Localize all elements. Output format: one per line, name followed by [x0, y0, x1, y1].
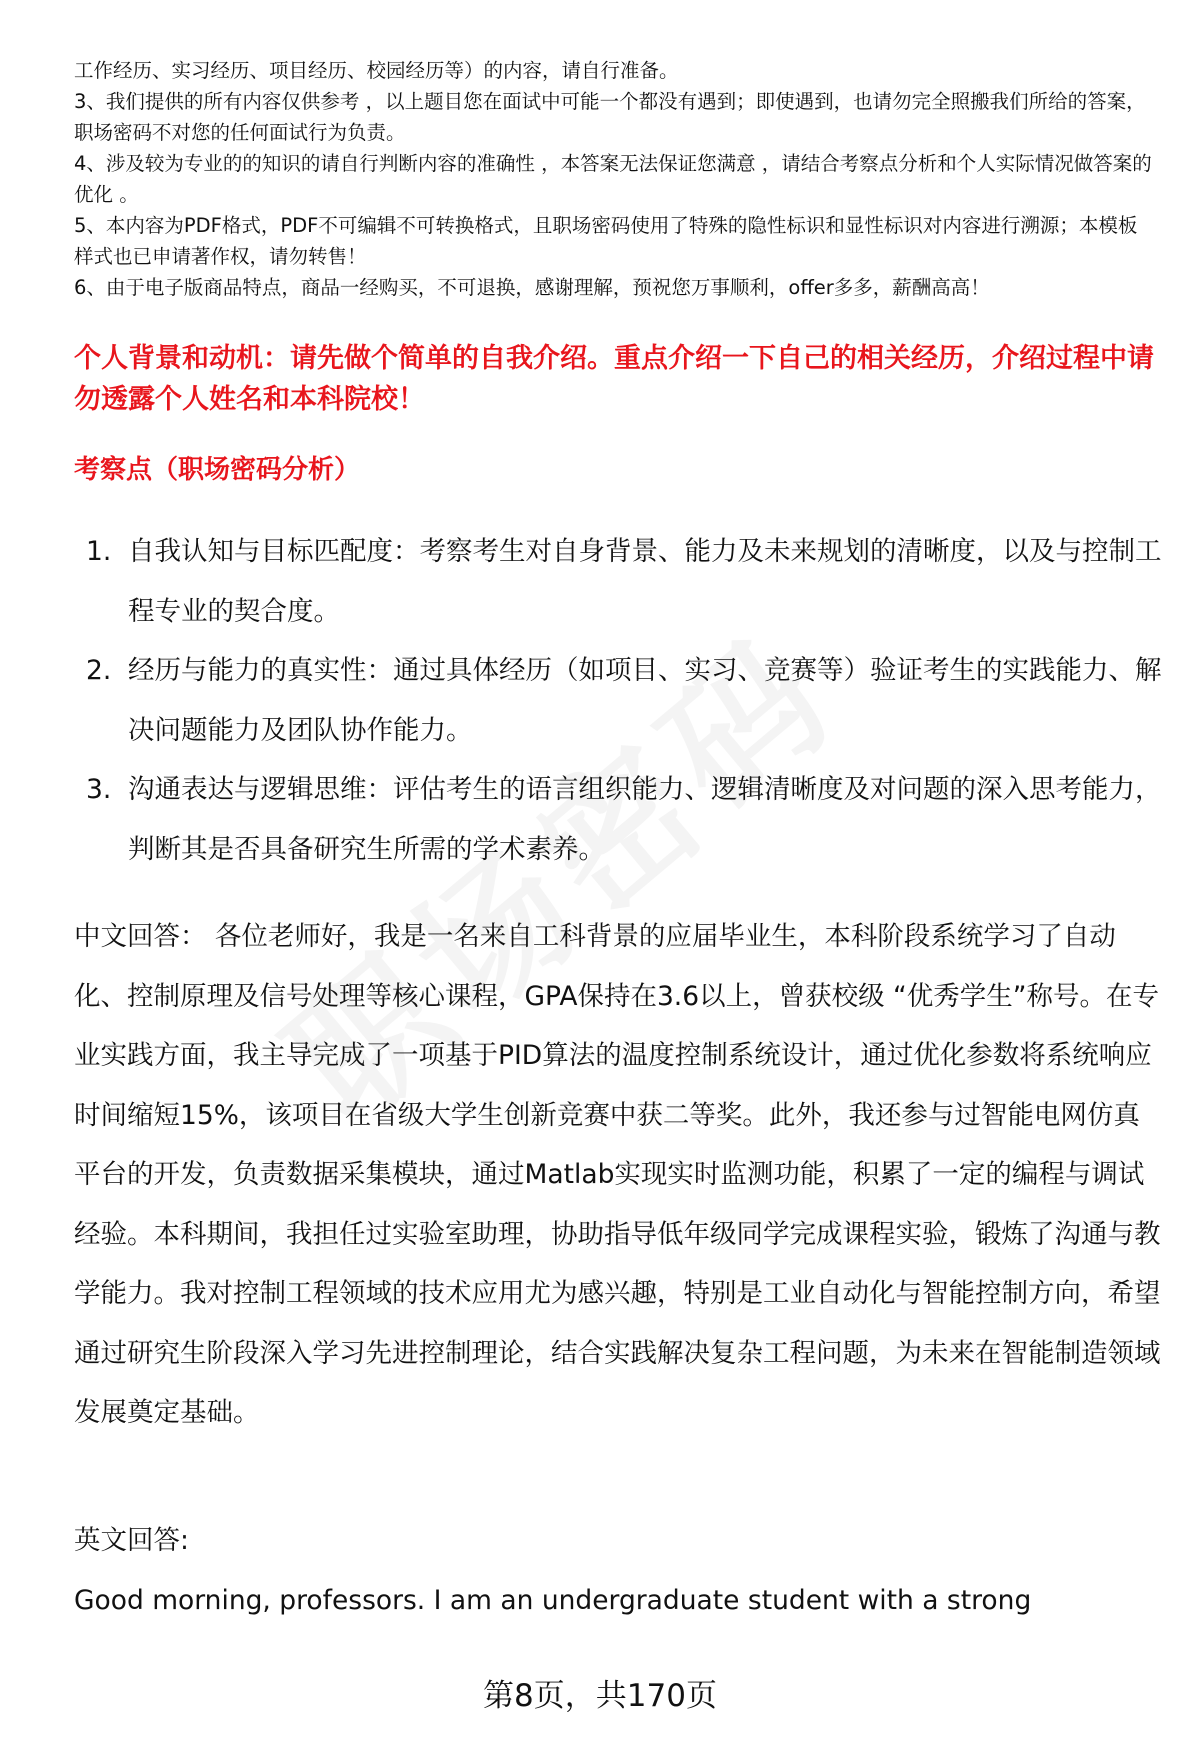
note-line: 工作经历、实习经历、项目经历、校园经历等）的内容，请自行准备。: [74, 59, 679, 82]
question-title: 个人背景和动机：请先做个简单的自我介绍。重点介绍一下自己的相关经历，介绍过程中请勿透露个人姓名和本科院校！: [74, 343, 1154, 415]
note-line: 6、由于电子版商品特点，商品一经购买，不可退换，感谢理解，预祝您万事顺利，offer多多，薪酬高高！: [74, 276, 990, 299]
point-text: 自我认知与目标匹配度：考察考生对自身背景、能力及未来规划的清晰度，以及与控制工程专业的契合度。: [128, 536, 1162, 627]
point-text: 沟通表达与逻辑思维：评估考生的语言组织能力、逻辑清晰度及对问题的深入思考能力，判断其是否具备研究生所需的学术素养。: [128, 774, 1162, 865]
point-text: 经历与能力的真实性：通过具体经历（如项目、实习、竞赛等）验证考生的实践能力、解决问题能力及团队协作能力。: [128, 655, 1162, 746]
english-answer-label: 英文回答:: [74, 1525, 189, 1556]
page-number: 第8页，共170页: [483, 1678, 717, 1714]
english-answer: Good morning, professors. I am an undergraduate student with a strong: [74, 1585, 1032, 1616]
analysis-heading: 考察点（职场密码分析）: [74, 455, 361, 485]
analysis-point: [86, 760, 1166, 879]
note-line: 5、本内容为PDF格式，PDF不可编辑不可转换格式，且职场密码使用了特殊的隐性标识和显性标识对内容进行溯源；本模板样式也已申请著作权，请勿转售！: [74, 214, 1138, 268]
analysis-point: [86, 641, 1166, 760]
point-number: 1.: [86, 536, 112, 567]
point-number: 2.: [86, 655, 112, 686]
note-line: 3、我们提供的所有内容仅供参考 ，以上题目您在面试中可能一个都没有遇到；即使遇到，也请勿完全照搬我们所给的答案，职场密码不对您的任何面试行为负责。: [74, 90, 1146, 144]
point-number: 3.: [86, 774, 112, 805]
note-line: 4、涉及较为专业的的知识的请自行判断内容的准确性 ，本答案无法保证您满意 ，请结合考察点分析和个人实际情况做答案的优化 。: [74, 152, 1152, 206]
chinese-answer: 中文回答： 各位老师好，我是一名来自工科背景的应届毕业生，本科阶段系统学习了自动化、控制原理及信号处理等核心课程，GPA保持在3.6以上，曾获校级 “优秀学生”称号。在专业实践方面，我主导完成了一项基于PID算法的温度控制系统设计，通过优化参数将系统响应时间缩短15%，该项目在省级大学生创新竞赛中获二等奖。此外，我还参与过智能电网仿真平台的开发，负责数据采集模块，通过Matlab实现实时监测功能，积累了一定的编程与调试经验。本科期间，我担任过实验室助理，协助指导低年级同学完成课程实验，锻炼了沟通与教学能力。我对控制工程领域的技术应用尤为感兴趣，特别是工业自动化与智能控制方向，希望通过研究生阶段深入学习先进控制理论，结合实践解决复杂工程问题，为未来在智能制造领域发展奠定基础。: [74, 921, 1161, 1428]
notes-block: [74, 55, 1154, 303]
analysis-point: [86, 522, 1166, 641]
analysis-points: [86, 522, 1166, 879]
